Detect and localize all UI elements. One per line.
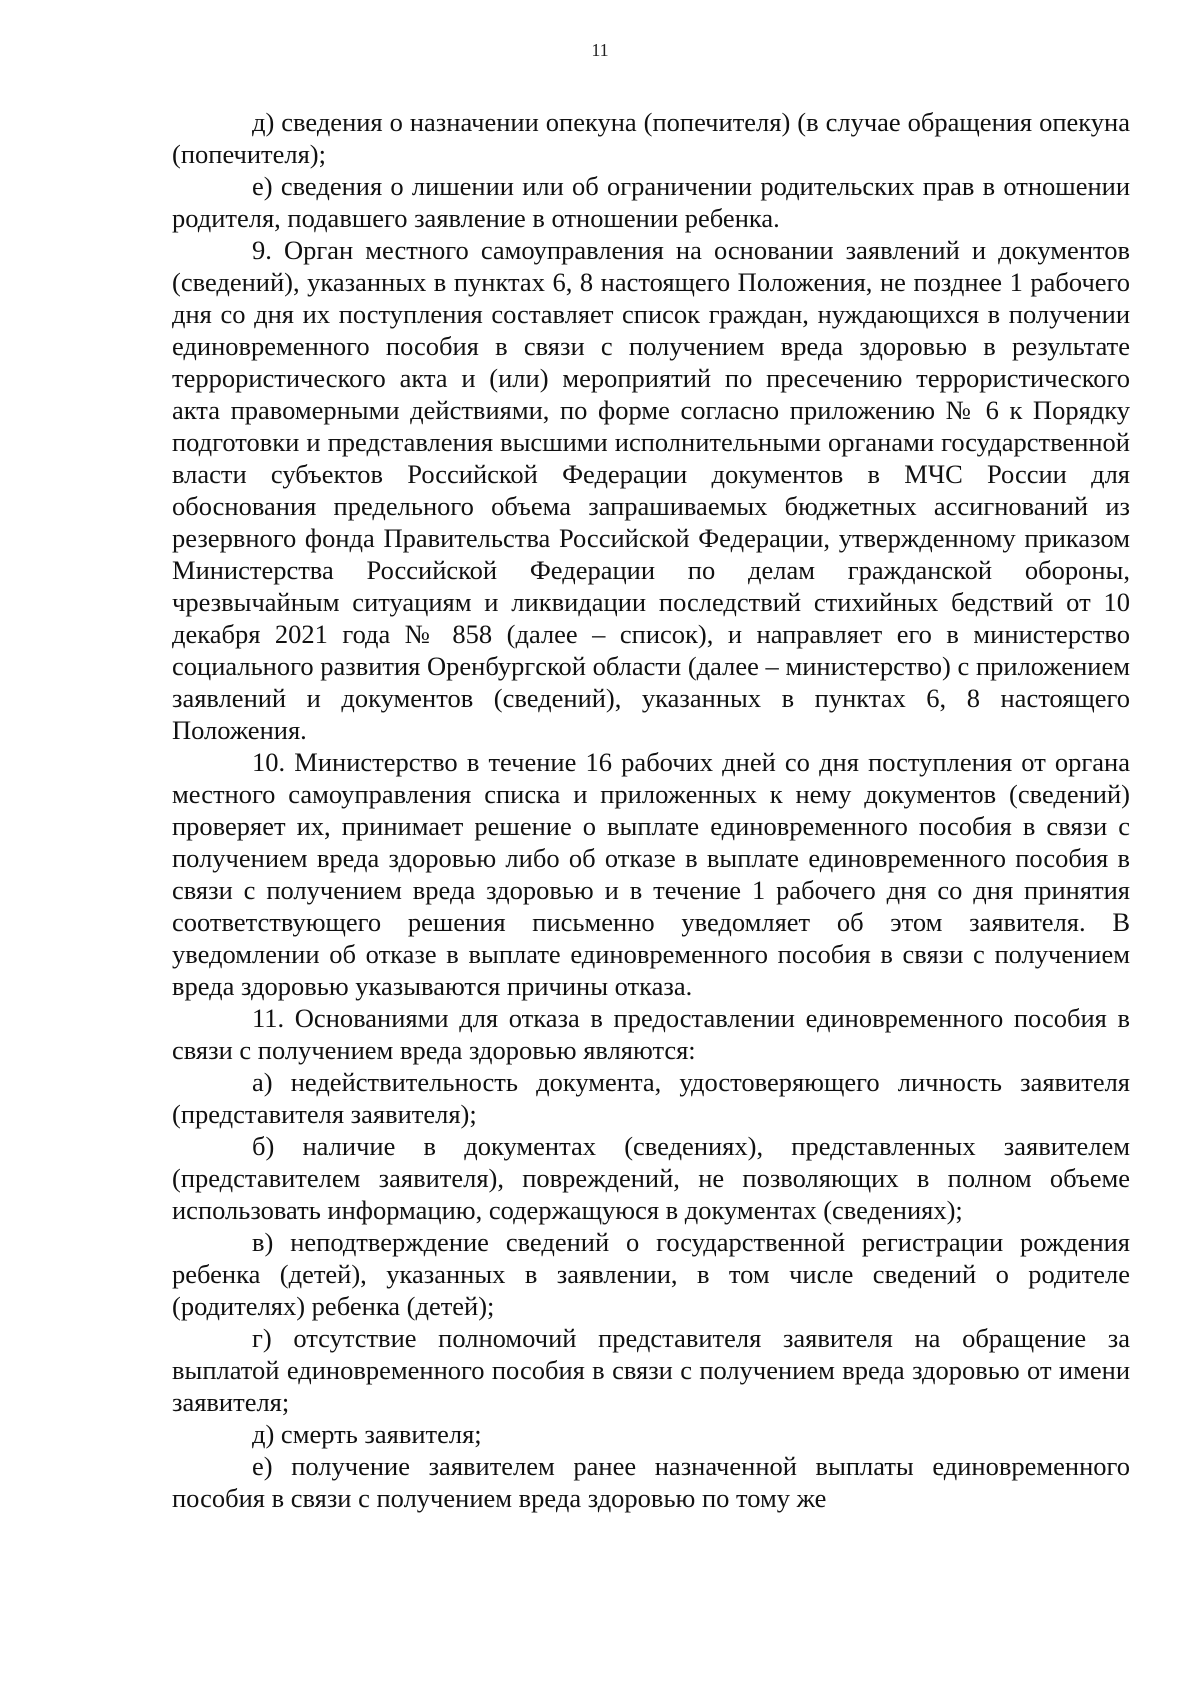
document-body	[172, 106, 1130, 1514]
page-number: 11	[591, 40, 609, 60]
paragraph-ground-e-death: д) смерть заявителя;	[252, 1419, 482, 1449]
paragraph-ground-b: б) наличие в документах (сведениях), представленных заявителем (представителем заявителя), повреждений, не позволяющих в полном объеме использовать информацию, содержащуюся в документах (сведениях);	[172, 1131, 1130, 1225]
paragraph-parental-rights: е) сведения о лишении или об ограничении родительских прав в отношении родителя, подавшего заявление в отношении ребенка.	[172, 171, 1130, 233]
paragraph-ground-d: г) отсутствие полномочий представителя заявителя на обращение за выплатой единовременного пособия в связи с получением вреда здоровью от имени заявителя;	[172, 1323, 1130, 1417]
paragraph-ground-f: е) получение заявителем ранее назначенной выплаты единовременного пособия в связи с получением вреда здоровью по тому же	[172, 1451, 1130, 1513]
paragraph-clause-9: 9. Орган местного самоуправления на основании заявлений и документов (сведений), указанных в пунктах 6, 8 настоящего Положения, не позднее 1 рабочего дня со дня их поступления составляет список граждан, нуждающихся в получении единовременного пособия в связи с получением вреда здоровью в результате террористического акта и (или) мероприятий по пресечению террористического акта правомерными действиями, по форме согласно приложению № 6 к Порядку подготовки и представления высшими исполнительными органами государственной власти субъектов Российской Федерации документов в МЧС России для обоснования предельного объема запрашиваемых бюджетных ассигнований из резервного фонда Правительства Российской Федерации, утвержденному приказом Министерства Российской Федерации по делам гражданской обороны, чрезвычайным ситуациям и ликвидации последствий стихийных бедствий от 10 декабря 2021 года № 858 (далее – список), и направляет его в министерство социального развития Оренбургской области (далее – министерство) с приложением заявлений и документов (сведений), указанных в пунктах 6, 8 настоящего Положения.	[172, 235, 1130, 745]
paragraph-ground-c: в) неподтверждение сведений о государственной регистрации рождения ребенка (детей), указанных в заявлении, в том числе сведений о родителе (родителях) ребенка (детей);	[172, 1227, 1130, 1321]
paragraph-clause-10: 10. Министерство в течение 16 рабочих дней со дня поступления от органа местного самоуправления списка и приложенных к нему документов (сведений) проверяет их, принимает решение о выплате единовременного пособия в связи с получением вреда здоровью либо об отказе в выплате единовременного пособия в связи с получением вреда здоровью и в течение 1 рабочего дня со дня принятия соответствующего решения письменно уведомляет об этом заявителя. В уведомлении об отказе в выплате единовременного пособия в связи с получением вреда здоровью указываются причины отказа.	[172, 747, 1130, 1001]
paragraph-ground-a: а) недействительность документа, удостоверяющего личность заявителя (представителя заявителя);	[172, 1067, 1130, 1129]
paragraph-guardian-info: д) сведения о назначении опекуна (попечителя) (в случае обращения опекуна (попечителя);	[172, 107, 1130, 169]
paragraph-clause-11: 11. Основаниями для отказа в предоставлении единовременного пособия в связи с получением вреда здоровью являются:	[172, 1003, 1130, 1065]
